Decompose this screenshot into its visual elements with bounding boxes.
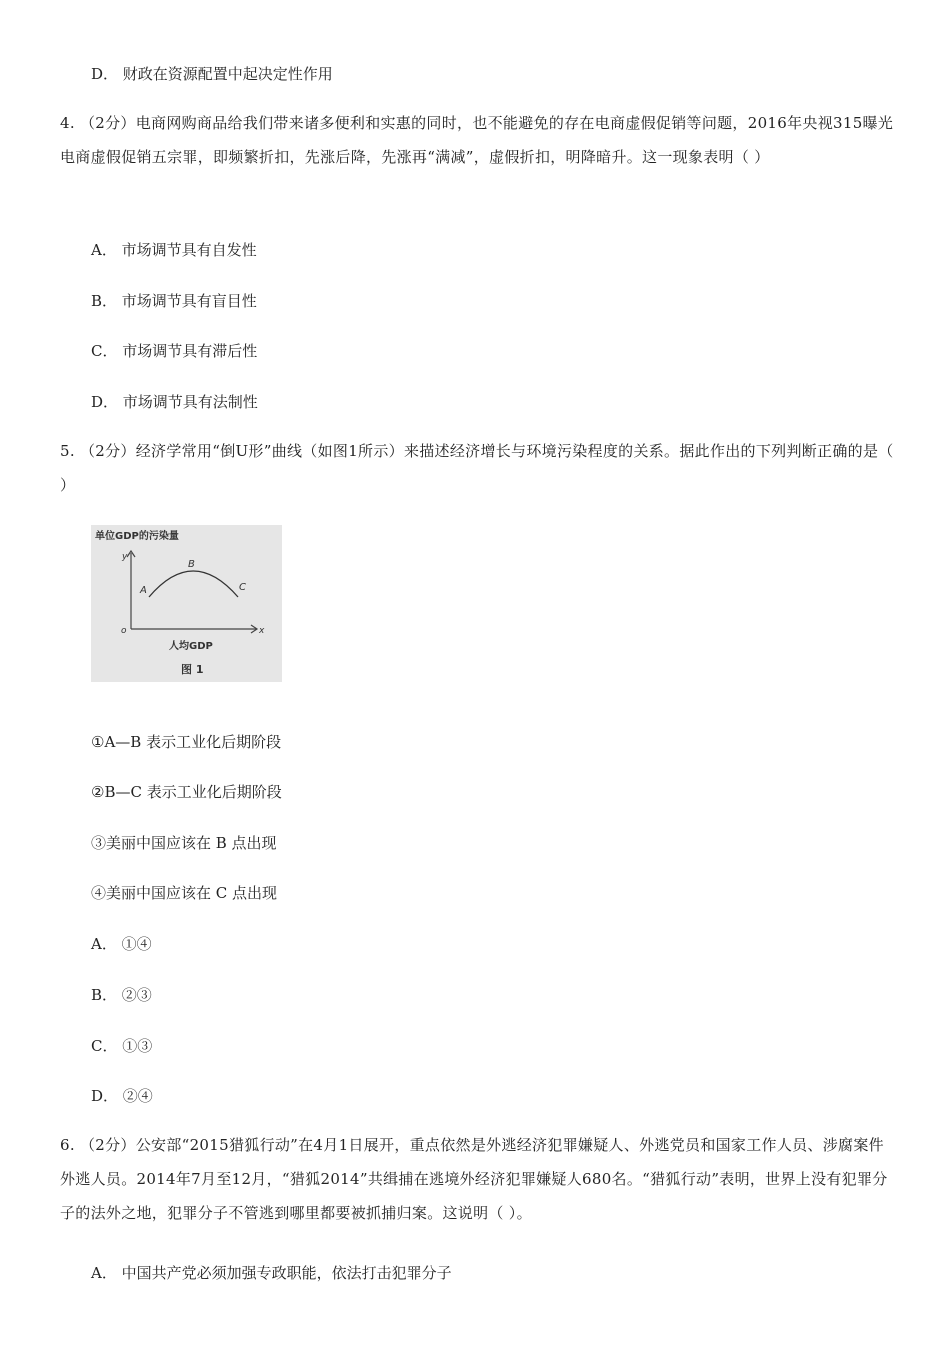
point-c-label: C <box>239 582 246 593</box>
inverted-u-curve-figure <box>91 525 282 682</box>
point-b-label: B <box>188 559 195 570</box>
figure-title: 单位GDP的污染量 <box>95 531 179 542</box>
q3-option-d: D． 财政在资源配置中起决定性作用 <box>91 65 333 83</box>
q4-option-c: C． 市场调节具有滞后性 <box>91 342 258 360</box>
figure-caption: 图 1 <box>181 663 204 676</box>
q5-statement-3: ③美丽中国应该在 B 点出现 <box>91 834 277 852</box>
q5-statement-1: ①A—B 表示工业化后期阶段 <box>91 733 282 751</box>
q6-option-a: A． 中国共产党必须加强专政职能，依法打击犯罪分子 <box>91 1264 452 1282</box>
origin-label: o <box>121 626 127 636</box>
y-axis-label: y <box>122 552 128 562</box>
q5-statement-4: ④美丽中国应该在 C 点出现 <box>91 884 278 902</box>
point-a-label: A <box>140 585 147 596</box>
x-axis-title: 人均GDP <box>169 641 213 652</box>
q5-stem: 5. （2分）经济学常用“倒U形”曲线（如图1所示）来描述经济增长与环境污染程度的关系。据此作出的下列判断正确的是（ ） <box>60 442 894 494</box>
x-axis-label: x <box>259 626 265 636</box>
inverted-u-curve <box>149 571 238 597</box>
q4-option-d: D． 市场调节具有法制性 <box>91 393 258 411</box>
q4-option-b: B． 市场调节具有盲目性 <box>91 292 257 310</box>
q5-option-c: C． ①③ <box>91 1037 153 1055</box>
q5-statement-2: ②B—C 表示工业化后期阶段 <box>91 783 282 801</box>
q6-stem: 6. （2分）公安部“2015猎狐行动”在4月1日展开，重点依然是外逃经济犯罪嫌疑人、外逃党员和国家工作人员、涉腐案件外逃人员。2014年7月至12月，“猎狐2014”共缉捕在逃境外经济犯罪嫌疑人680名。“猎狐行动”表明，世界上没有犯罪分子的法外之地，犯罪分子不管逃到哪里都要被抓捕归案。这说明（ ）。 <box>60 1136 888 1222</box>
q5-option-a: A． ①④ <box>91 935 152 953</box>
q5-option-b: B． ②③ <box>91 986 152 1004</box>
q5-option-d: D． ②④ <box>91 1087 153 1105</box>
q4-option-a: A． 市场调节具有自发性 <box>91 241 257 259</box>
q4-stem: 4. （2分）电商网购商品给我们带来诸多便利和实惠的同时，也不能避免的存在电商虚假促销等问题，2016年央视315曝光电商虚假促销五宗罪，即频繁折扣，先涨后降，先涨再“满减”，虚假折扣，明降暗升。这一现象表明（ ） <box>60 114 894 166</box>
